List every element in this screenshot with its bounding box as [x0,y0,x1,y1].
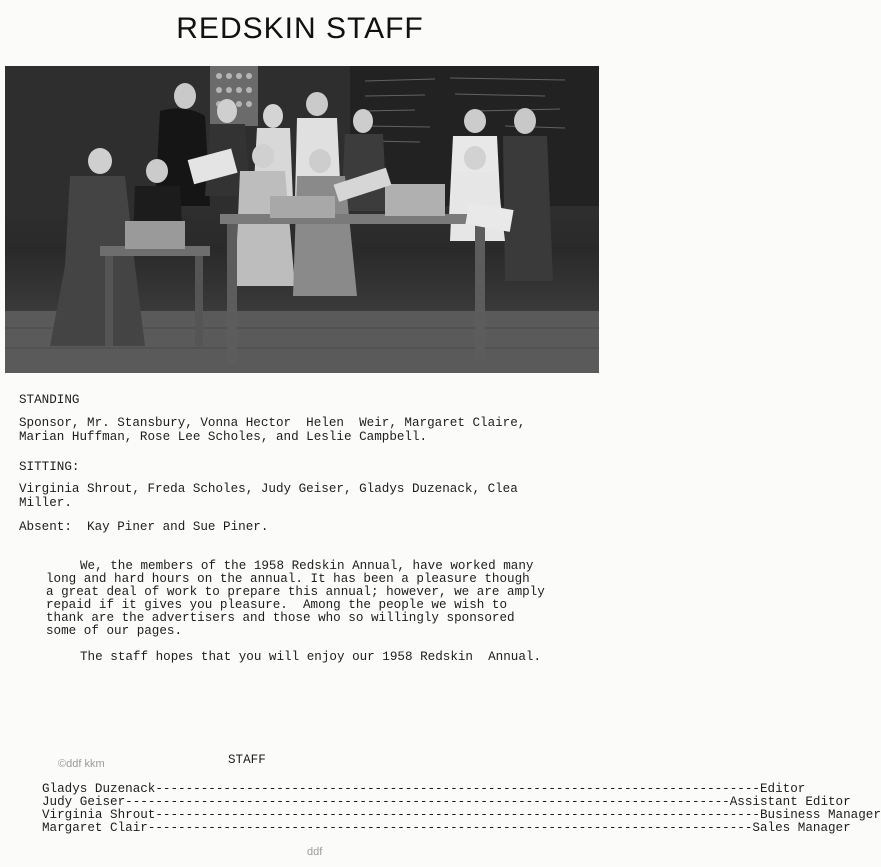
staff-name: Judy Geiser [42,795,126,809]
page-title: REDSKIN STAFF [176,12,424,45]
closing-paragraph: The staff hopes that you will enjoy our 1958 Redskin Annual. [80,650,542,664]
leader-dashes: -------------------------------------------------------------------------------- [147,821,753,835]
staff-role: Editor [759,782,806,796]
staff-role: Assistant Editor [729,795,851,809]
staff-heading: STAFF [228,753,266,767]
standing-heading: STANDING [19,393,80,407]
staff-name: Margaret Clair [42,821,148,835]
standing-names-line1: Sponsor, Mr. Stansbury, Vonna Hector Helen Weir, Margaret Claire, [19,416,526,430]
staff-name: Virginia Shrout [42,808,156,822]
intro-paragraph-line: long and hard hours on the annual. It has been a pleasure though [46,572,530,586]
staff-photo [5,66,599,373]
intro-paragraph-line: We, the members of the 1958 Redskin Annual, have worked many [80,559,534,573]
staff-role: Sales Manager [752,821,851,835]
intro-paragraph-line: repaid if it gives you pleasure. Among the people we wish to [46,598,508,612]
leader-dashes: -------------------------------------------------------------------------------- [125,795,730,809]
sitting-names-line1: Virginia Shrout, Freda Scholes, Judy Geiser, Gladys Duzenack, Clea [19,482,518,496]
sitting-heading: SITTING: [19,460,80,474]
sitting-names-line2: Miller. [19,496,72,510]
standing-names-line2: Marian Huffman, Rose Lee Scholes, and Leslie Campbell. [19,430,428,444]
staff-name: Gladys Duzenack [42,782,156,796]
absent-line: Absent: Kay Piner and Sue Piner. [19,520,269,534]
watermark: ©ddf kkm [58,758,105,770]
intro-paragraph-line: thank are the advertisers and those who so willingly sponsored [46,611,515,625]
leader-dashes: -------------------------------------------------------------------------------- [155,782,760,796]
staff-role: Business Manager [759,808,881,822]
staff-row [42,821,851,836]
intro-paragraph-line: some of our pages. [46,624,183,638]
intro-paragraph-line: a great deal of work to prepare this annual; however, we are amply [46,585,545,599]
footer-watermark: ddf [307,846,323,858]
leader-dashes: -------------------------------------------------------------------------------- [155,808,760,822]
